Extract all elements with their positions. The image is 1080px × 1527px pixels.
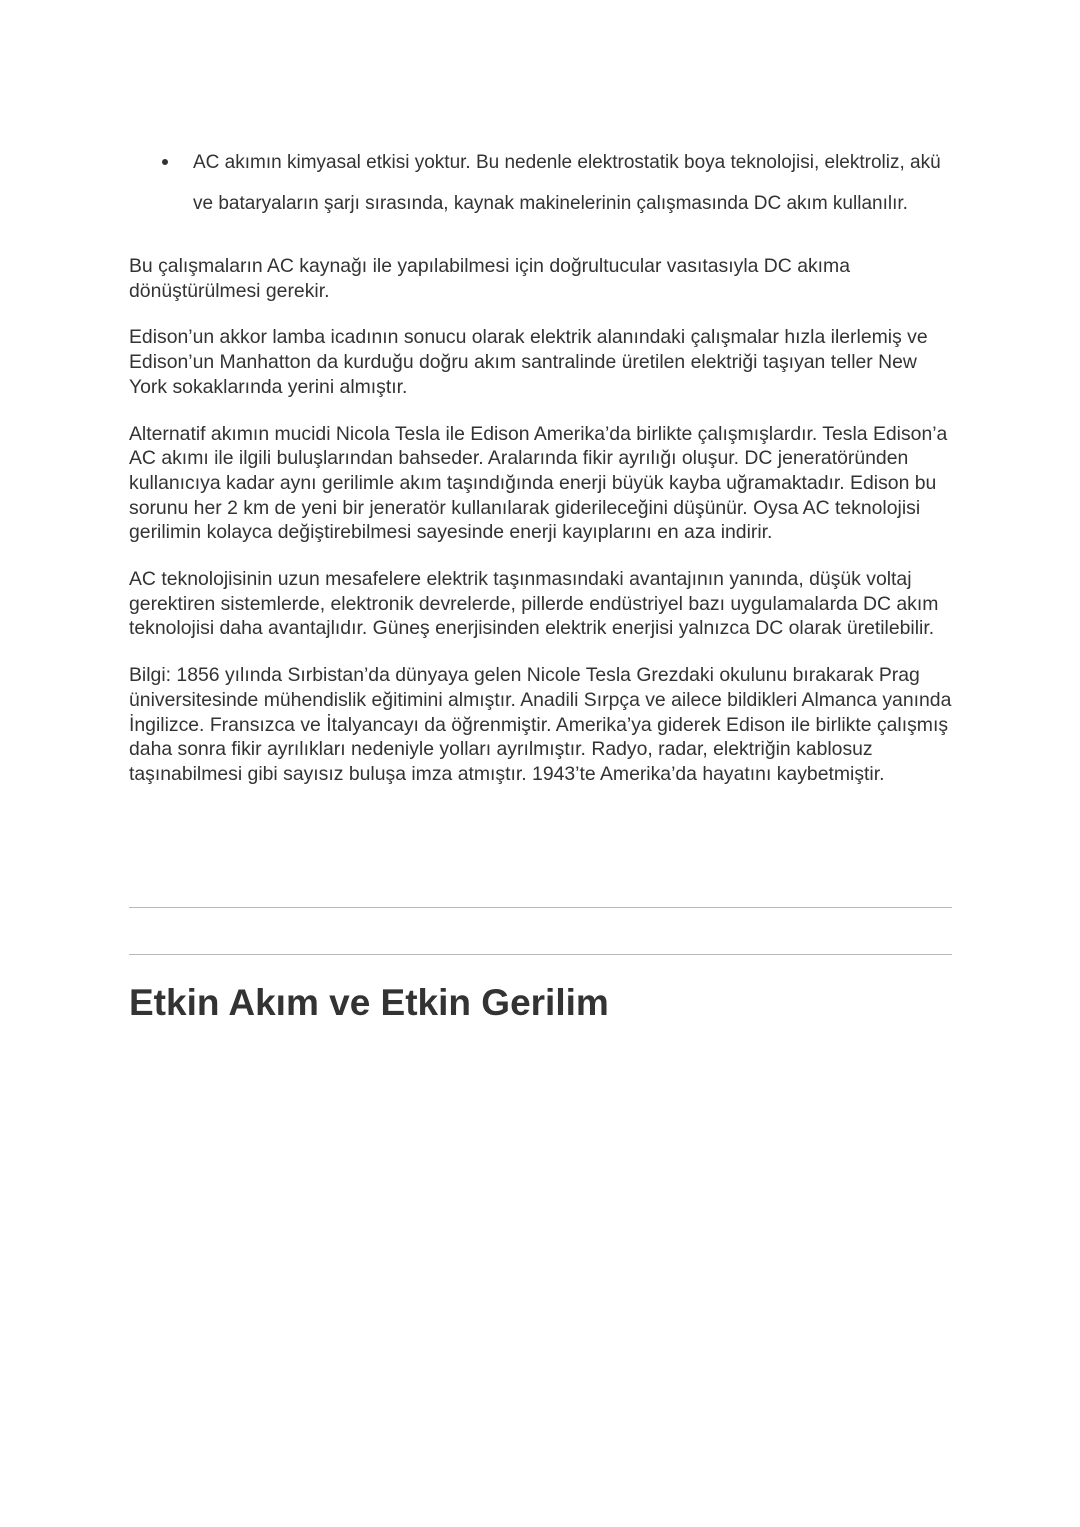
bullet-text: AC akımın kimyasal etkisi yoktur. Bu nedenle elektrostatik boya teknolojisi, elektroliz, akü ve bataryaların şarjı sırasında, kaynak makinelerinin çalışmasında DC akım kullanılır. <box>193 152 941 214</box>
paragraph-tesla-edison: Alternatif akımın mucidi Nicola Tesla ile Edison Amerika’da birlikte çalışmışlardır. Tesla Edison’a AC akımı ile ilgili buluşlarından bahseder. Aralarında fikir ayrılığı oluşur. DC jeneratöründen kullanıcıya kadar aynı gerilimle akım taşındığında enerji büyük kayba uğramaktadır. Edison bu sorunu her 2 km de yeni bir jeneratör kullanılarak giderileceğini düşünür. Oysa AC teknolojisi gerilimin kolayca değiştirebilmesi sayesinde enerji kayıplarını en aza indirir. <box>129 422 948 544</box>
bullet-list <box>129 142 952 224</box>
paragraph-rectifier: Bu çalışmaların AC kaynağı ile yapılabilmesi için doğrultucular vasıtasıyla DC akıma dönüştürülmesi gerekir. <box>129 255 850 302</box>
divider-line <box>129 954 952 955</box>
body-paragraphs <box>129 254 952 809</box>
bullet-item <box>129 142 952 224</box>
bullet-dot-icon <box>162 159 168 165</box>
section-heading: Etkin Akım ve Etkin Gerilim <box>129 982 609 1023</box>
paragraph-tesla-biography: Bilgi: 1856 yılında Sırbistan’da dünyaya gelen Nicole Tesla Grezdaki okulunu bırakarak Prag üniversitesinde mühendislik eğitimini almıştır. Anadili Sırpça ve ailece bildikleri Almanca yanında İngilizce. Fransızca ve İtalyancayı da öğrenmiştir. Amerika’ya giderek Edison ile birlikte çalışmış daha sonra fikir ayrılıkları nedeniyle yolları ayrılmıştır. Radyo, radar, elektriğin kablosuz taşınabilmesi gibi sayısız buluşa imza atmıştır. 1943’te Amerika’da hayatını kaybetmiştir. <box>129 664 952 785</box>
paragraph-edison-lamp: Edison’un akkor lamba icadının sonucu olarak elektrik alanındaki çalışmalar hızla ilerlemiş ve Edison’un Manhatton da kurduğu doğru akım santralinde üretilen elektriği taşıyan teller New York sokaklarında yerini almıştır. <box>129 326 928 398</box>
paragraph-ac-dc-advantages: AC teknolojisinin uzun mesafelere elektrik taşınmasındaki avantajının yanında, düşük voltaj gerektiren sistemlerde, elektronik devrelerde, pillerde endüstriyel bazı uygulamalarda DC akım teknolojisi daha avantajlıdır. Güneş enerjisinden elektrik enerjisi yalnızca DC olarak üretilebilir. <box>129 568 939 640</box>
divider-line <box>129 907 952 908</box>
